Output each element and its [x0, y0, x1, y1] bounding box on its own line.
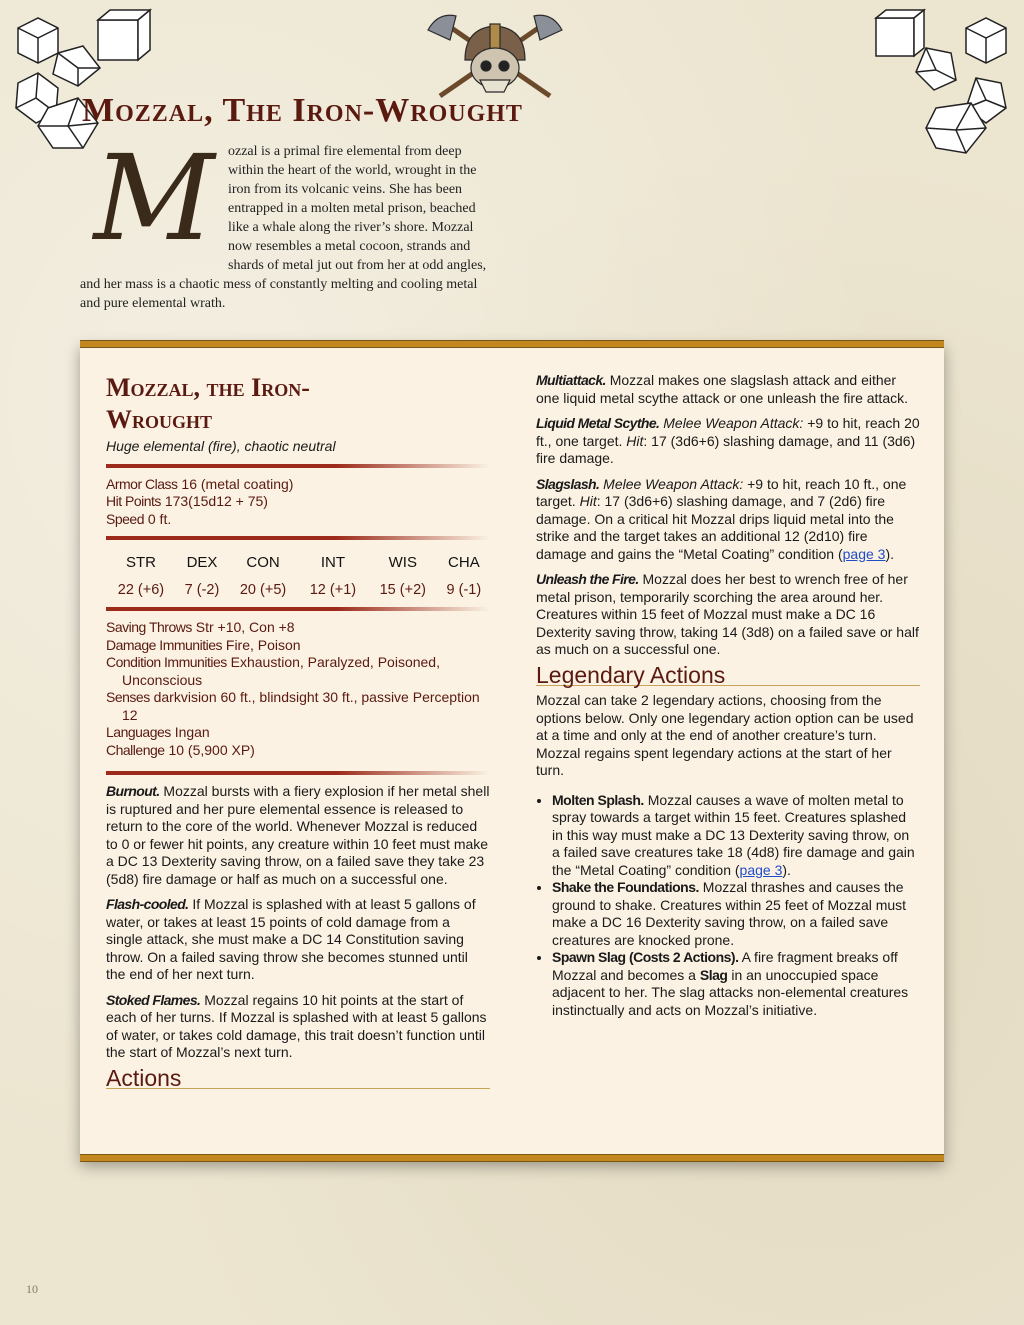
senses: Senses darkvision 60 ft., blindsight 30 ft., passive Perception 12 [106, 689, 480, 723]
stat-block-bottom-bar [80, 1154, 944, 1162]
ability-name: INT [320, 554, 345, 571]
divider [106, 464, 490, 468]
ability-value: 22 (+6) [117, 581, 165, 598]
trait-flash-cooled: Flash-cooled. If Mozzal is splashed with at least 5 gallons of water, or takes at least 15 points of cold damage from a single attack, she must make a DC 14 Constitution saving throw. On a failed saving throw she becomes stunned until the end of her next turn. [106, 896, 476, 982]
page-number: 10 [26, 1282, 38, 1296]
damage-immunities: Damage Immunities Fire, Poison [106, 636, 301, 653]
action-slagslash: Slagslash. Melee Weapon Attack: +9 to hit, reach 10 ft., one target. Hit: 17 (3d6+6) slashing damage, and 7 (2d6) fire damage. On a critical hit Mozzal drips liquid metal into the strike and the target takes an additional 12 (2d10) fire damage and gains the “Metal Coating” condition (page 3). [536, 475, 907, 562]
trait-burnout: Burnout. Mozzal bursts with a fiery explosion if her metal shell is ruptured and her pure elemental essence is released to return to the core of the world. Whenever Mozzal is reduced to 0 or fewer hit points, any creature within 10 feet must make a DC 13 Dexterity saving throw, on a failed save they take 23 (5d8) fire damage or half as much on a successful one. [106, 783, 490, 887]
ability-value: 9 (-1) [446, 581, 482, 598]
ability-scores-table [106, 554, 490, 599]
ability-name: DEX [186, 554, 218, 571]
ability-name: CHA [448, 554, 480, 571]
legendary-molten-splash: • Molten Splash. Mozzal causes a wave of molten metal to spray towards a target within 15 feet. Creatures splashed in this way must make a DC 13 Dexterity saving throw, on a failed save creatures take 18 (4d8) fire damage and gain the “Metal Coating” condition (page 3). [552, 792, 920, 880]
stat-block-left-column [106, 372, 490, 1095]
speed: Speed 0 ft. [106, 510, 172, 527]
monster-type: Huge elemental (fire), chaotic neutral [106, 438, 336, 454]
ability-name: CON [246, 554, 280, 571]
monster-name: Mozzal, the Iron-Wrought [106, 373, 310, 434]
condition-immunities: Condition Immunities Exhaustion, Paralyzed, Poisoned, Unconscious [106, 654, 440, 688]
trait-stoked-flames: Stoked Flames. Mozzal regains 10 hit points at the start of each of her turns. If Mozzal is splashed with at least 5 gallons of water, or takes cold damage, this trait doesn’t function until the start of Mozzal’s next turn. [106, 991, 487, 1060]
armor-class: Armor Class 16 (metal coating) [106, 475, 294, 492]
action-liquid-metal-scythe: Liquid Metal Scythe. Melee Weapon Attack: +9 to hit, reach 20 ft., one target. Hit: 17 (3d6+6) slashing damage, and 11 (3d6) fire damage. [536, 415, 920, 466]
action-multiattack: Multiattack. Mozzal makes one slagslash attack and either one liquid metal scythe attack or one unleash the fire attack. [536, 372, 908, 406]
ability-value: 20 (+5) [239, 581, 287, 598]
divider [106, 607, 490, 611]
saving-throws: Saving Throws Str +10, Con +8 [106, 619, 295, 635]
helmet-crossed-axes-icon [420, 10, 570, 102]
legendary-shake-the-foundations: • Shake the Foundations. Mozzal thrashes and causes the ground to shake. Creatures within 25 feet of Mozzal must make a DC 16 Dexterity saving throw, on a failed save creatures are knocked prone. [552, 879, 920, 949]
action-unleash-the-fire: Unleash the Fire. Mozzal does her best to wrench free of her metal prison, temporarily scorching the area around her. Creatures within 15 feet of Mozzal must make a DC 16 Dexterity saving throw, taking 14 (3d8) on a failed save or half as much on a successful one. [536, 571, 919, 657]
ability-value: 12 (+1) [309, 581, 357, 598]
drop-cap: M [93, 129, 215, 267]
stat-block-top-bar [80, 340, 944, 348]
hit-points: Hit Points 173(15d12 + 75) [106, 493, 268, 509]
ability-value: 15 (+2) [379, 581, 426, 598]
stat-block [80, 342, 944, 1160]
page-3-link[interactable]: page 3 [842, 545, 886, 562]
divider [106, 771, 490, 775]
intro-paragraph [80, 129, 490, 313]
dice-decoration-right-icon [866, 8, 1016, 158]
page-title: Mozzal, The Iron-Wrought [82, 92, 523, 129]
ability-name: WIS [388, 554, 417, 571]
actions-heading: Actions [106, 1070, 490, 1090]
ability-value: 7 (-2) [184, 581, 220, 598]
legendary-actions-list [536, 792, 920, 1020]
languages: Languages Ingan [106, 724, 210, 740]
challenge: Challenge 10 (5,900 XP) [106, 741, 255, 758]
legendary-actions-heading: Legendary Actions [536, 667, 920, 687]
intro-text: ozzal is a primal fire elemental from deep within the heart of the world, wrought in the iron from its volcanic veins. She has been entrapped in a molten metal prison, beached like a whale along the river’s shore. Mozzal now resembles a metal cocoon, strands and shards of metal jut out from her at odd angles, and her mass is a chaotic mess of constantly melting and cooling metal and pure elemental wrath. [80, 144, 487, 311]
legendary-spawn-slag: • Spawn Slag (Costs 2 Actions). A fire fragment breaks off Mozzal and becomes a Slag in an unoccupied space adjacent to her. The slag attacks non-elemental creatures instinctually and acts on Mozzal’s initiative. [552, 949, 920, 1019]
stat-block-right-column [536, 372, 920, 1019]
divider [106, 536, 490, 540]
legendary-actions-intro: Mozzal can take 2 legendary actions, choosing from the options below. Only one legendary action option can be used at a time and only at the end of another creature’s turn. Mozzal regains spent legendary actions at the start of her turn. [536, 692, 914, 778]
ability-name: STR [125, 554, 156, 571]
page-3-link[interactable]: page 3 [739, 861, 783, 878]
